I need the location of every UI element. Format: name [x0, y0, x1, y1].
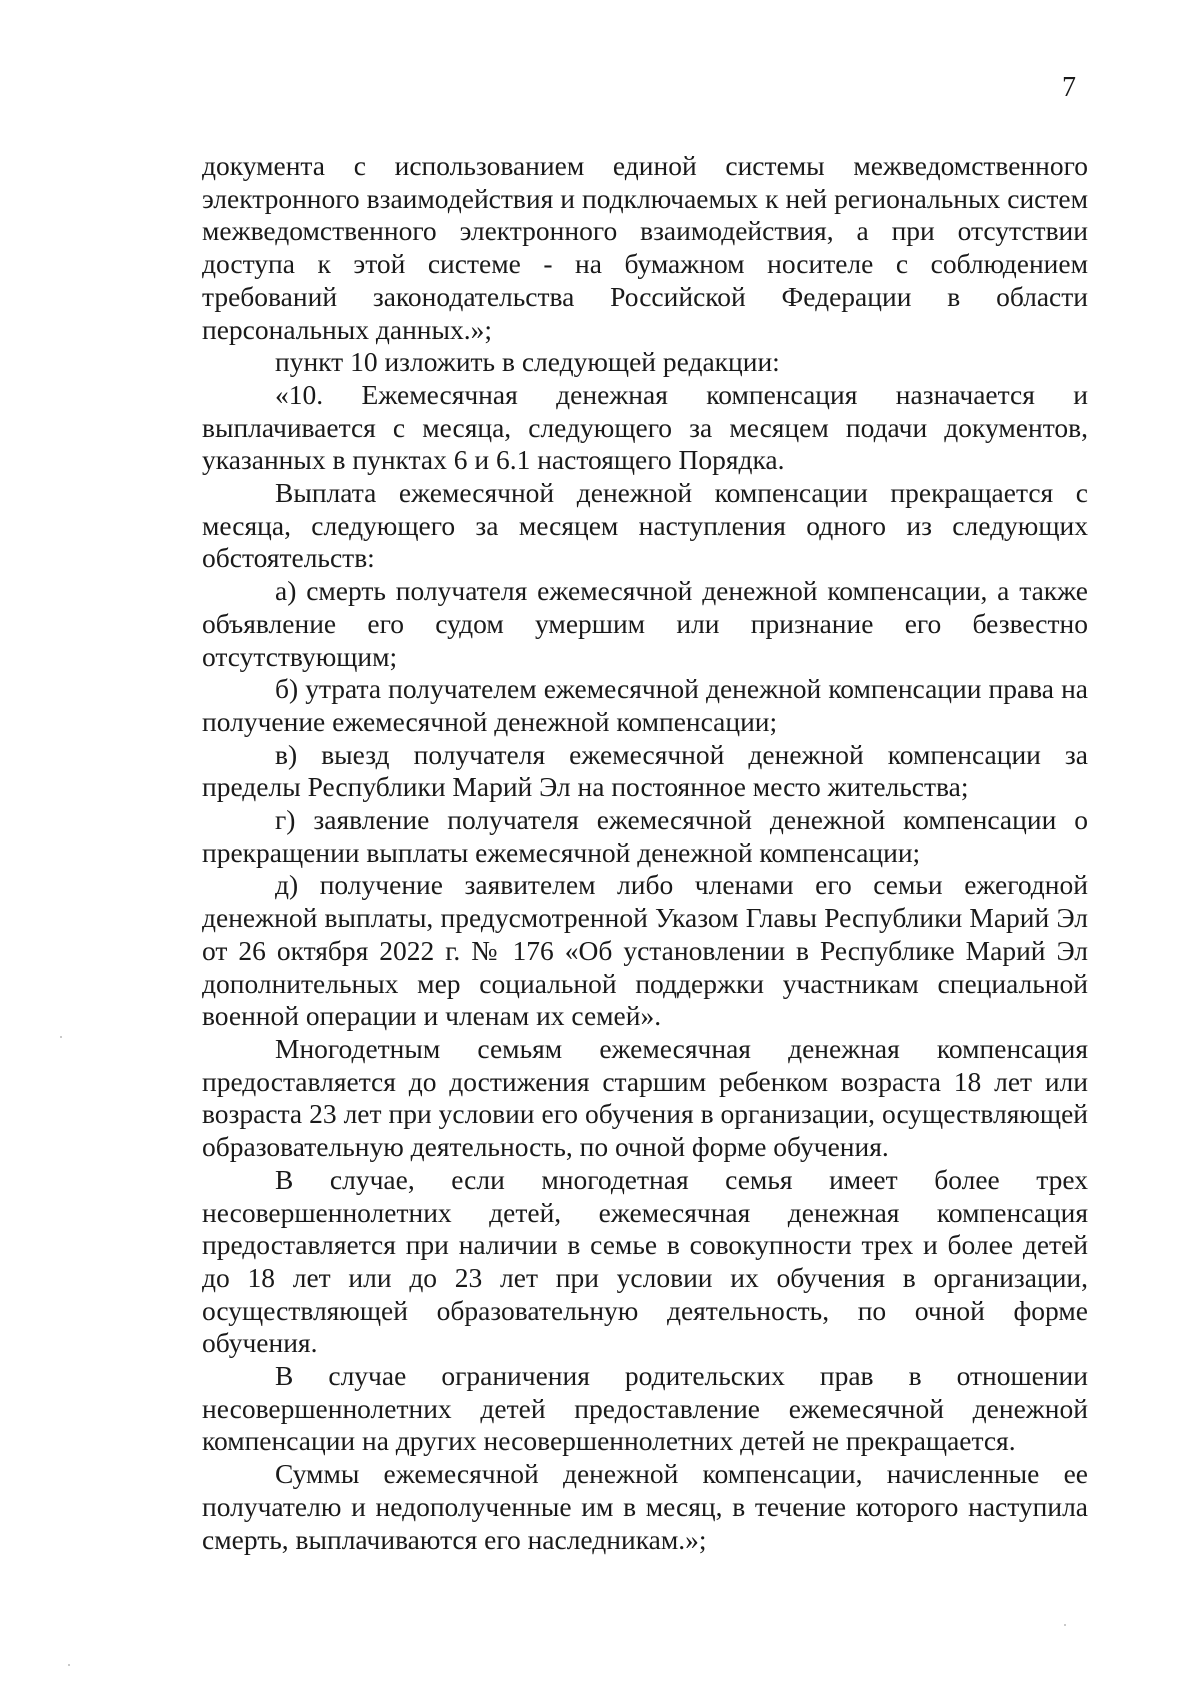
list-item: в) выезд получателя ежемесячной денежной компенсации за пределы Республики Марий Эл на постоянное место жительства;	[202, 738, 1088, 803]
page-number: 7	[1062, 72, 1076, 103]
scan-artifact	[60, 1036, 62, 1038]
document-body	[202, 150, 1088, 1556]
paragraph: документа с использованием единой системы межведомственного электронного взаимодействия и подключаемых к ней региональных систем межведомственного электронного взаимодействия, а при отсутствии доступа к этой системе - на бумажном носителе с соблюдением требований законодательства Российской Федерации в области персональных данных.»;	[202, 150, 1088, 345]
paragraph: В случае ограничения родительских прав в отношении несовершеннолетних детей предоставление ежемесячной денежной компенсации на других несовершеннолетних детей не прекращается.	[202, 1360, 1088, 1457]
paragraph: Выплата ежемесячной денежной компенсации прекращается с месяца, следующего за месяцем наступления одного из следующих обстоятельств:	[202, 477, 1088, 574]
paragraph: Суммы ежемесячной денежной компенсации, начисленные ее получателю и недополученные им в месяц, в течение которого наступила смерть, выплачиваются его наследникам.»;	[202, 1458, 1088, 1555]
list-item: д) получение заявителем либо членами его семьи ежегодной денежной выплаты, предусмотренной Указом Главы Республики Марий Эл от 26 октября 2022 г. № 176 «Об установлении в Республике Марий Эл дополнительных мер социальной поддержки участникам специальной военной операции и членам их семей».	[202, 869, 1088, 1032]
paragraph: В случае, если многодетная семья имеет более трех несовершеннолетних детей, ежемесячная денежная компенсация предоставляется при наличии в семье в совокупности трех и более детей до 18 лет или до 23 лет при условии их обучения в организации, осуществляющей образовательную деятельность, по очной форме обучения.	[202, 1163, 1088, 1359]
paragraph: «10. Ежемесячная денежная компенсация назначается и выплачивается с месяца, следующего за месяцем подачи документов, указанных в пунктах 6 и 6.1 настоящего Порядка.	[202, 378, 1088, 476]
scan-artifact	[1064, 1624, 1066, 1626]
paragraph: пункт 10 изложить в следующей редакции:	[275, 346, 780, 378]
scan-artifact	[68, 1664, 70, 1666]
list-item: г) заявление получателя ежемесячной денежной компенсации о прекращении выплаты ежемесячной денежной компенсации;	[202, 804, 1088, 868]
paragraph: Многодетным семьям ежемесячная денежная компенсация предоставляется до достижения старшим ребенком возраста 18 лет или возраста 23 лет при условии его обучения в организации, осуществляющей образовательную деятельность, по очной форме обучения.	[202, 1032, 1088, 1163]
list-item: б) утрата получателем ежемесячной денежной компенсации права на получение ежемесячной денежной компенсации;	[202, 673, 1088, 737]
list-item: а) смерть получателя ежемесячной денежной компенсации, а также объявление его судом умершим или признание его безвестно отсутствующим;	[202, 575, 1088, 672]
